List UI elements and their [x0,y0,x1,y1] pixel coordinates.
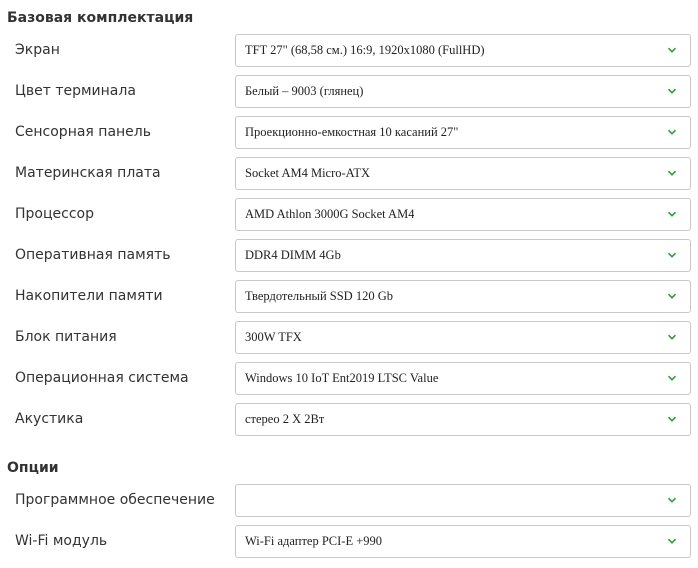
row-label: Оперативная память [15,247,171,263]
cpu-select[interactable] [235,198,691,231]
config-row-ram [0,239,698,272]
config-row-os [0,362,698,395]
select-value: стерео 2 Х 2Вт [245,412,325,426]
terminal-color-select[interactable] [235,75,691,108]
software-select[interactable] [235,484,691,517]
row-label: Программное обеспечение [15,492,215,508]
select-value: Windows 10 IoT Ent2019 LTSC Value [245,371,439,385]
config-row-touch [0,116,698,149]
select-value: DDR4 DIMM 4Gb [245,248,341,262]
chevron-down-icon [667,495,677,505]
row-label: Материнская плата [15,165,161,181]
row-label: Накопители памяти [15,288,163,304]
row-label: Wi-Fi модуль [15,533,108,549]
touch-panel-select[interactable] [235,116,691,149]
row-label: Сенсорная панель [15,124,151,140]
row-label: Акустика [15,411,84,427]
chevron-down-icon [667,86,677,96]
acoustics-select[interactable] [235,403,691,436]
select-value: Socket AM4 Micro-ATX [245,166,370,180]
chevron-down-icon [667,250,677,260]
select-value: Wi-Fi адаптер PCI-E +990 [245,534,383,548]
section-title-options: Опции [7,460,59,476]
chevron-down-icon [667,45,677,55]
chevron-down-icon [667,291,677,301]
row-label: Операционная система [15,370,189,386]
config-row-storage [0,280,698,313]
select-value: Твердотельный SSD 120 Gb [245,289,393,303]
chevron-down-icon [667,168,677,178]
config-row-psu [0,321,698,354]
select-value: Белый – 9003 (глянец) [245,84,364,98]
storage-select[interactable] [235,280,691,313]
power-supply-select[interactable] [235,321,691,354]
chevron-down-icon [667,536,677,546]
row-label: Экран [15,42,60,58]
config-row-screen [0,34,698,67]
config-row-wifi [0,525,698,558]
section-title-base: Базовая комплектация [7,10,194,26]
chevron-down-icon [667,414,677,424]
ram-select[interactable] [235,239,691,272]
motherboard-select[interactable] [235,157,691,190]
screen-select[interactable] [235,34,691,67]
row-label: Блок питания [15,329,117,345]
chevron-down-icon [667,332,677,342]
config-row-color [0,75,698,108]
row-label: Процессор [15,206,94,222]
select-value: 300W TFX [245,330,302,344]
chevron-down-icon [667,209,677,219]
chevron-down-icon [667,127,677,137]
os-select[interactable] [235,362,691,395]
select-value: TFT 27" (68,58 см.) 16:9, 1920x1080 (FullHD) [245,43,485,57]
config-row-software [0,484,698,517]
select-value: AMD Athlon 3000G Socket AM4 [245,207,415,221]
config-row-motherboard [0,157,698,190]
chevron-down-icon [667,373,677,383]
config-row-audio [0,403,698,436]
config-row-cpu [0,198,698,231]
wifi-module-select[interactable] [235,525,691,558]
select-value: Проекционно-емкостная 10 касаний 27" [245,125,459,139]
row-label: Цвет терминала [15,83,136,99]
